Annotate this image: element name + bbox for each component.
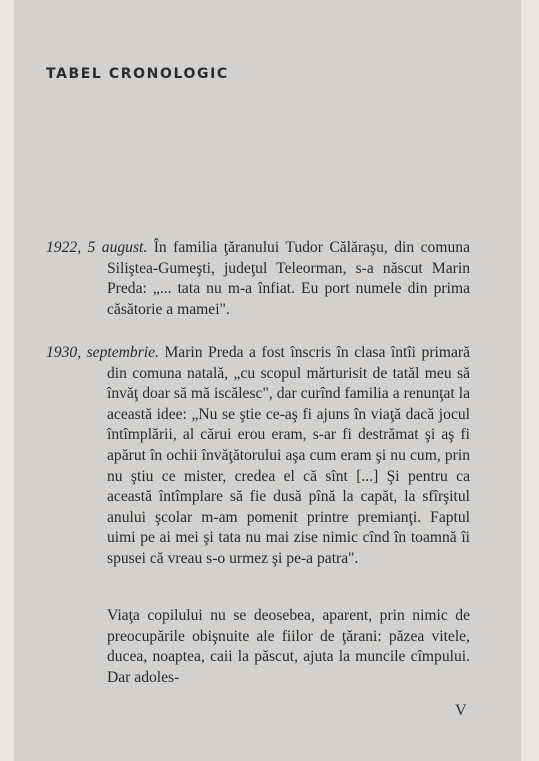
continuation-paragraph: Viaţa copilului nu se deosebea, aparent, prin nimic de preocupările obişnuite ale fiilor de ţărani: păzea vitele, ducea, noaptea, caii la păscut, ajuta la muncile cîmpului. Dar adoles- (107, 607, 470, 686)
entry-text: Marin Preda a fost înscris în clasa întîi primară din comuna natală, „cu scopul mărturisit de tatăl meu să învăţ doar să mă iscălesc", dar curînd familia a renunţat la această idee: „Nu se ştie ce-aş fi ajuns în viaţă dacă jocul întîmplării, al cărui erou eram, s-ar fi destrămat şi aş fi apărut în ochii învăţătorului aşa cum eram şi nu cum, prin nu ştiu ce mister, credea el că sînt [...] Şi pentru ca această întîmplare să fie dusă pînă la capăt, la sfîrşitul anului şcolar m-am pomenit printre premianţi. Faptul uimi pe ai mei şi tata nu mai zise nimic cînd în toamnă îi spusei că vreau s-o urmez şi pe-a patra". (107, 344, 471, 567)
entry-text: În familia ţăranului Tudor Călăraşu, din comuna Siliştea-Gumeşti, judeţul Teleorman, s-a născut Marin Preda: „... tata nu m-a înfiat. Eu port numele din prima căsătorie a mamei". (107, 239, 470, 318)
page-number: V (455, 702, 467, 719)
entry-date: 1922, 5 august. (46, 239, 148, 256)
entry-date: 1930, septembrie. (46, 344, 159, 361)
section-title: TABEL CRONOLOGIC (46, 66, 229, 82)
chronology-entry-1930 (46, 343, 470, 570)
chronology-entry-1922 (46, 238, 470, 320)
